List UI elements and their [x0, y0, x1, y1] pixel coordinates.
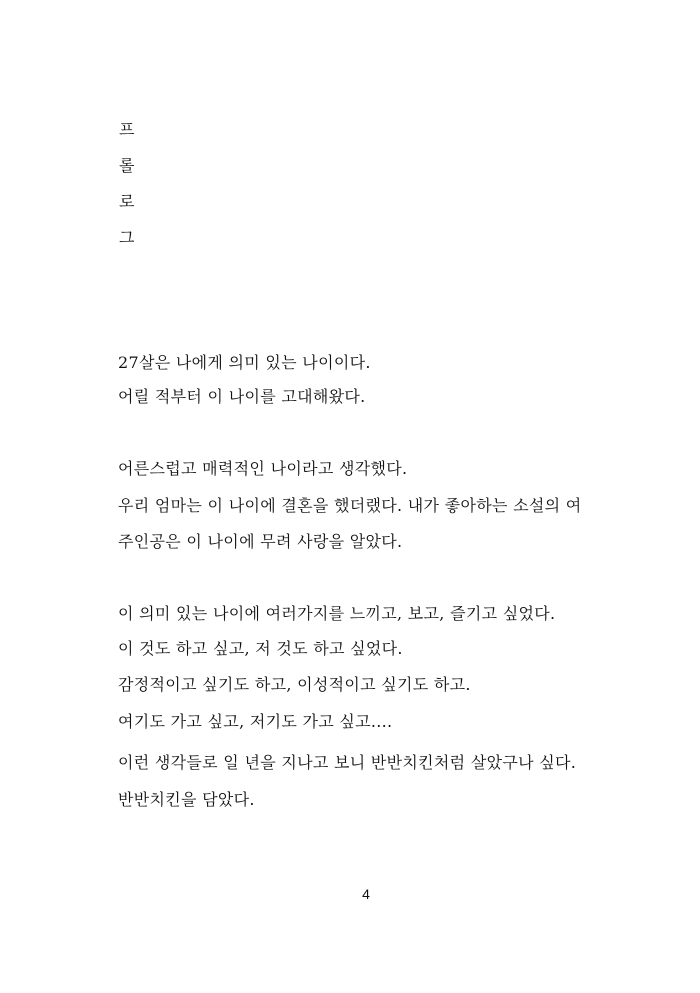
page-number: 4 [362, 886, 370, 902]
body-line: 우리 엄마는 이 나이에 결혼을 했더랬다. 내가 좋아하는 소설의 여 [118, 496, 582, 515]
body-line: 이 것도 하고 싶고, 저 것도 하고 싶었다. [118, 639, 403, 658]
body-line: 어른스럽고 매력적인 나이라고 생각했다. [118, 459, 408, 478]
title-char-1: 프 [119, 120, 135, 139]
title-char-3: 로 [119, 192, 135, 211]
body-line: 27살은 나에게 의미 있는 나이이다. [118, 353, 371, 372]
body-line: 감정적이고 싶기도 하고, 이성적이고 싶기도 하고. [118, 675, 471, 694]
body-line: 이런 생각들로 일 년을 지나고 보니 반반치킨처럼 살았구나 싶다. [118, 753, 577, 772]
body-line: 주인공은 이 나이에 무려 사랑을 알았다. [118, 532, 403, 551]
title-char-4: 그 [119, 228, 135, 247]
body-line: 어릴 적부터 이 나이를 고대해왔다. [118, 387, 366, 406]
body-line: 여기도 가고 싶고, 저기도 가고 싶고.... [118, 712, 393, 731]
title-char-2: 롤 [119, 156, 135, 175]
body-line: 반반치킨을 담았다. [118, 790, 255, 809]
body-line: 이 의미 있는 나이에 여러가지를 느끼고, 보고, 즐기고 싶었다. [118, 604, 556, 623]
